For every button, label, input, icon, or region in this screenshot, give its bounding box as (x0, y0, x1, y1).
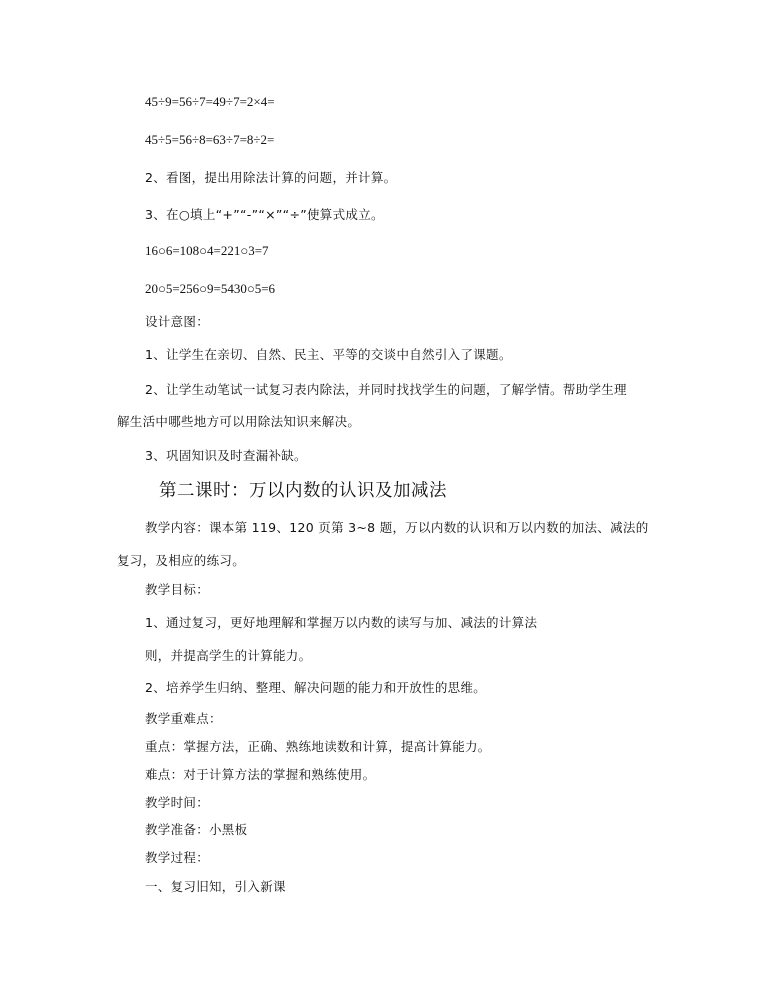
division-exercise-row-1: 45÷9=56÷7=49÷7=2×4= (145, 94, 275, 109)
design-intent-label: 设计意图： (145, 314, 210, 329)
difficult-point: 难点：对于计算方法的掌握和熟练使用。 (145, 767, 376, 782)
section-heading: 第二课时：万以内数的认识及加减法 (159, 481, 447, 501)
exercise-2-instruction: 2、看图，提出用除法计算的问题，并计算。 (145, 170, 397, 185)
teaching-content-continued: 复习，及相应的练习。 (117, 553, 246, 568)
design-intent-item-2: 2、让学生动笔试一试复习表内除法，并同时找找学生的问题，了解学情。帮助学生理 (145, 382, 627, 397)
design-intent-item-1: 1、让学生在亲切、自然、民主、平等的交谈中自然引入了课题。 (145, 347, 512, 362)
key-difficult-points-label: 教学重难点： (145, 711, 222, 726)
teaching-content: 教学内容：课本第 119、120 页第 3~8 题，万以内数的认识和万以内数的加法、减法的 (145, 520, 649, 535)
objective-1: 1、通过复习，更好地理解和掌握万以内数的读写与加、减法的计算法 (145, 615, 538, 630)
exercise-3-instruction: 3、在○填上“+”“-”“×”“÷”使算式成立。 (145, 207, 384, 222)
objective-2: 2、培养学生归纳、整理、解决问题的能力和开放性的思维。 (145, 680, 487, 695)
process-step-1: 一、复习旧知，引入新课 (145, 879, 286, 894)
design-intent-item-2-continued: 解生活中哪些地方可以用除法知识来解决。 (117, 414, 361, 429)
teaching-preparation: 教学准备：小黑板 (145, 822, 248, 837)
teaching-time-label: 教学时间： (145, 795, 210, 810)
teaching-objectives-label: 教学目标： (145, 582, 210, 597)
design-intent-item-3: 3、巩固知识及时查漏补缺。 (145, 448, 307, 463)
objective-1-continued: 则，并提高学生的计算能力。 (145, 648, 312, 663)
operator-exercise-row-2: 20○5=256○9=5430○5=6 (145, 281, 276, 296)
teaching-process-label: 教学过程： (145, 850, 210, 865)
operator-exercise-row-1: 16○6=108○4=221○3=7 (145, 243, 269, 258)
key-point: 重点：掌握方法，正确、熟练地读数和计算，提高计算能力。 (145, 739, 491, 754)
division-exercise-row-2: 45÷5=56÷8=63÷7=8÷2= (145, 132, 275, 147)
